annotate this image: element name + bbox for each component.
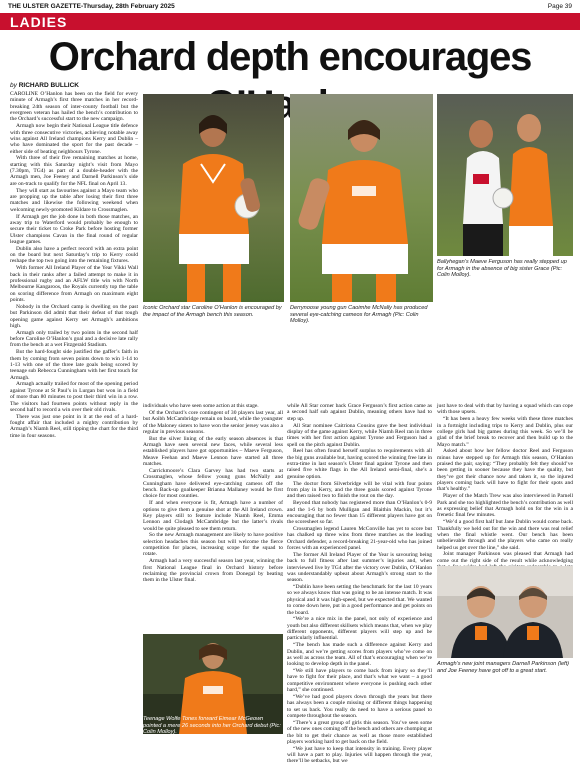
article-paragraph: Armagh had a very successful season last year, winning the first National League final in Orchard history before reclaiming the provincial crown from Donegal by beating them in the Ulster final. [143, 558, 283, 584]
article-paragraph: With former All Ireland Player of the Year Vikki Wall back in their ranks after a failed attempt to make it in professional rugby and an AFLW title win with North Melbourne Kangaroos, the Royals currently top the table on scoring difference from Armagh on maximum eight points. [10, 265, 138, 303]
photo-caption: Armagh’s new joint managers Darnell Parkinson (left) and Joe Feeney have got off to a great start. [437, 661, 570, 674]
page-number: Page 39 [547, 2, 572, 10]
article-paragraph: individuals who have seen some action at this stage. [143, 403, 259, 409]
article-paragraph: But the silver lining of the early season absences is that Armagh have seen several new faces, while several less established players have got opportunities – Maeve Ferguson, Meave Feehan and Maeve Lennon have started all three matches. [143, 435, 283, 468]
article-paragraph: Armagh actually trailed for most of the opening period against Tyrone at St Paul’s in Lurgan but won in a field of more than 80 minutes to post their third win in a row. The visitors had fourteen points without reply in the second half to record a win over their old rivals. [10, 381, 138, 413]
article-paragraph: “We still have players to come back from injury so they’ll have to fight for their place, and that’s what we want – a good competitive environment where everyone is pushing each other hard,” she continued. [287, 668, 432, 694]
article-paragraph: CAROLINE O’Hanlon has been on the field for every minute of Armagh’s first three matches in her record-breaking 24th season of inter-county football but the evergreen veteran has hailed the bench’s contribution to the Orchard’s successful start to the new campaign. [10, 91, 138, 123]
photo-caoimhe-mcnally [290, 94, 433, 302]
publication-line: THE ULSTER GAZETTE-Thursday, 28th February 2025 [8, 2, 175, 10]
article-paragraph: Beyond that nobody has registered more than O’Hanlon’s 0-9 and the 1-6 by both Mulligan and Blaithin Mackin, but it’s encouraging that no fewer than 15 different players have got on the scoresheet so far. [287, 500, 432, 526]
article-paragraph: “It has been a heavy few weeks with these three matches in a fortnight including trips to Kerry and Dublin, plus our college girls had big games during this week. So we’ll be glad of the brief break to recover and then build up to the Mayo match.” [437, 416, 573, 448]
section-banner [0, 13, 580, 30]
photo-caption: Derrynoose young gun Caoimhe McNally has produced several eye-catching cameos for Armagh (Pic: Colin Molloy). [290, 305, 428, 325]
article-paragraph: The former All Ireland Player of the Year is savouring being back to full fitness after last summer’s injuries and, when interviewed live by TG4 after the victory over Dublin, O’Hanlon was understandably upbeat about Armagh’s strong start to the season. [287, 551, 432, 584]
article-column-4 [437, 403, 573, 563]
photo-caroline-ohanlon [143, 94, 284, 302]
article-paragraph: Player of the Match Trew was also interviewed in Parnell Park and she too highlighted the bench’s contribution as well as expressing belief that Armagh hold on for the win in a frenetic final few minutes. [437, 493, 573, 519]
section-label: LADIES [10, 14, 68, 30]
photo-maeve-ferguson [437, 94, 573, 256]
article-paragraph: “Dublin have been setting the benchmark for the last 10 years so we always know that was going to be an intense match. It was physical and it was high-speed, but we expected that. We wanted to come down here, put in a good performance and get points on the board. [287, 584, 432, 616]
article-paragraph: “We’d a good first half but Jane Dublin would come back. Thankfully we held out for the win and there was real relief when the final whistle went. Our bench has been unbelievable through and the players who came on really helped us get over the line,” she said. [437, 519, 573, 551]
masthead [0, 0, 580, 12]
article-paragraph: All Star nominee Caitriona Cousins gave the best individual display of the game against Kerry, while Niamh Reel ran in three times with her first action against Tyrone and Ferguson had a spell on the pitch against Dublin. [287, 422, 432, 448]
article-paragraph: “We’re a nice mix in the panel, not only of experience and youth but also different skillsets which means that, when we play different opponents, different players will step up and be particularly influential. [287, 616, 432, 642]
article-paragraph: “The bench has made such a difference against Kerry and Dublin, and we’re getting scores from players who’ve come on as well as across the team. All of that’s encouraging when we’re looking to develop depth in the panel. [287, 642, 432, 668]
article-paragraph: If Armagh get the job done in both those matches, an away trip to Waterford would probably be enough to secure their ticket to Croke Park before hosting former Ulster champions Cavan in the final round of regular league games. [10, 213, 138, 245]
article-paragraph: just have to deal with that by having a squad which can cope with those upsets. [437, 403, 573, 416]
headline: Orchard depth encourages [48, 35, 532, 79]
article-paragraph: Reel has often found herself surplus to requirements with all the big guns available but, having scored the winning free late in extra-time in last season’s Ulster final against Tyrone and then raised five white flags in the All Ireland semi-final, she’s a genuine option. [287, 448, 432, 480]
article-paragraph: Dublin also have a perfect record with an extra point on the board but next Saturday’s trip to Kerry could reshape the top two going into the remaining fixtures. [10, 245, 138, 265]
photo-caption: Ballyhegan’s Maeve Ferguson has really stepped up for Armagh in the absence of big sister Grace (Pic: Colin Molloy). [437, 259, 567, 279]
article-column-1 [10, 91, 138, 731]
photo-caption: Iconic Orchard star Caroline O’Hanlon is encouraged by the impact of the Armagh bench this season. [143, 305, 282, 318]
article-paragraph: Armagh now begin their National League title defence with three consecutive victories, achieving notable away wins against All Ireland champions Kerry and Dublin – who have dominated the sport for the past decade – either side of beating neighbours Tyrone. [10, 123, 138, 155]
article-paragraph: There was just one point in it at the end of a hard-fought affair that included a mighty contribution by Armagh’s Niamh Reel, still tipping the chart for the third time in four seasons. [10, 413, 138, 439]
article-paragraph: Joint manager Parkinson was pleased that Armagh had come out the right side of the result while acknowledging [437, 551, 573, 564]
article-paragraph: With three of their five remaining matches at home, starting with this Saturday night’s visit from Mayo (7.30pm, TG4) as part of a double-header with the Armagh men, Joe Feeney and Darnell Parkinson’s side are on-track to qualify for the NFL final on April 13. [10, 155, 138, 187]
article-paragraph: Of the Orchard’s core contingent of 30 players last year, all but Aoibh McCambridge remain on board, while the youngster of the Maloney sisters to have won the senior jersey was also a regular in previous seasons. [143, 409, 283, 435]
photo-joint-managers [437, 566, 573, 658]
article-paragraph: So the new Armagh management are likely to have positive selection headaches this season but will welcome the fierce competition for places, increasing scope for the squad to rotate. [143, 532, 283, 558]
article-paragraph: But the hard-fought side justified the gaffer’s faith in them by coming from seven points down to win 1-14 to 1-13 with one of the three late goals being scored by teenage sub Rebecca Cunningham with her first touch for Armagh. [10, 349, 138, 381]
article-paragraph: “We just have to keep that intensity in training. Every player will have a part to play. Injuries will happen through the year, there’ll be setbacks, but we [287, 745, 432, 765]
article-paragraph: If and when everyone is fit, Armagh have a number of options to give them a genuine shot at the All Ireland crown. Key players still to feature include Niamh Reel, Emma Lennon and Clodagh McCambridge but the latter’s rivals would be quite pleased to see them return. [143, 500, 283, 532]
article-paragraph: They will start as favourites against a Mayo team who are propping up the table after losing their first three matches and likewise the following weekend when welcoming newly-promoted Kildare to Crossmaglen. [10, 187, 138, 213]
article-paragraph: “We’ve had good players down through the years but there has always been a couple missing or different things happening to set us back. You really do need to have a serious panel to compete throughout the season. [287, 693, 432, 719]
article-paragraph: Armagh only trailed by two points in the second half before Caroline O’Hanlon’s goal and a decisive late rally from the bench at a wet Fitzgerald Stadium. [10, 329, 138, 349]
article-paragraph: Asked about how her fellow doctor Reel and Ferguson minus have stepped up for Armagh this season, O’Hanlon praised the pair, saying: “They probably felt they should’ve been getting in sooner because they have the quality, but they’ve got their chance now and taken it, so the injured players coming back will have to fight for their spots and that’s healthy.” [437, 448, 573, 493]
article-paragraph: The doctor from Silverbridge will be vital with four points from play in Kerry, and the three goals scored against Tyrone and then raised two to finish the rout on the day. [287, 480, 432, 500]
byline-author: RICHARD BULLICK [18, 82, 79, 89]
byline [10, 82, 79, 89]
article-column-3 [287, 403, 432, 765]
byline-prefix: by [10, 82, 17, 89]
article-paragraph: “There’s a great group of girls this season. You’ve seen some of the new ones coming off the bench and others are chomping at the bit to get their chance as well as those more established players working hard to get back on the field. [287, 719, 432, 745]
article-paragraph: Carrickmoore’s Clara Garvey has had two starts at Crossmaglen, whose fellow young guns McNally and Cunningham have delivered eye-catching cameos off the bench. Back-up goalkeeper Brianna Mallaney would be first choice for most counties. [143, 467, 283, 500]
photo-caption-overlay: Teenage Wolfe Tones forward Eimear McGeown pointed a mere 26 seconds into her Orchard debut (Pic: Colin Molloy). [143, 716, 281, 736]
article-paragraph: Nobody in the Orchard camp is dwelling on the past but Parkinson did admit that their defeat of that tough opening game against Kerry set Armagh’s ambitions high. [10, 303, 138, 329]
article-paragraph: while All Star corner back Grace Ferguson’s first action came as a second half sub against Dublin, meaning others have had to step up. [287, 403, 432, 422]
article-paragraph: Crossmaglen legend Lauren McConville has yet to score but has chalked up three wins from three matches as the leading Orchard defender, a record-breaking 21-year-old who has joined forces with an experienced panel. [287, 526, 432, 552]
